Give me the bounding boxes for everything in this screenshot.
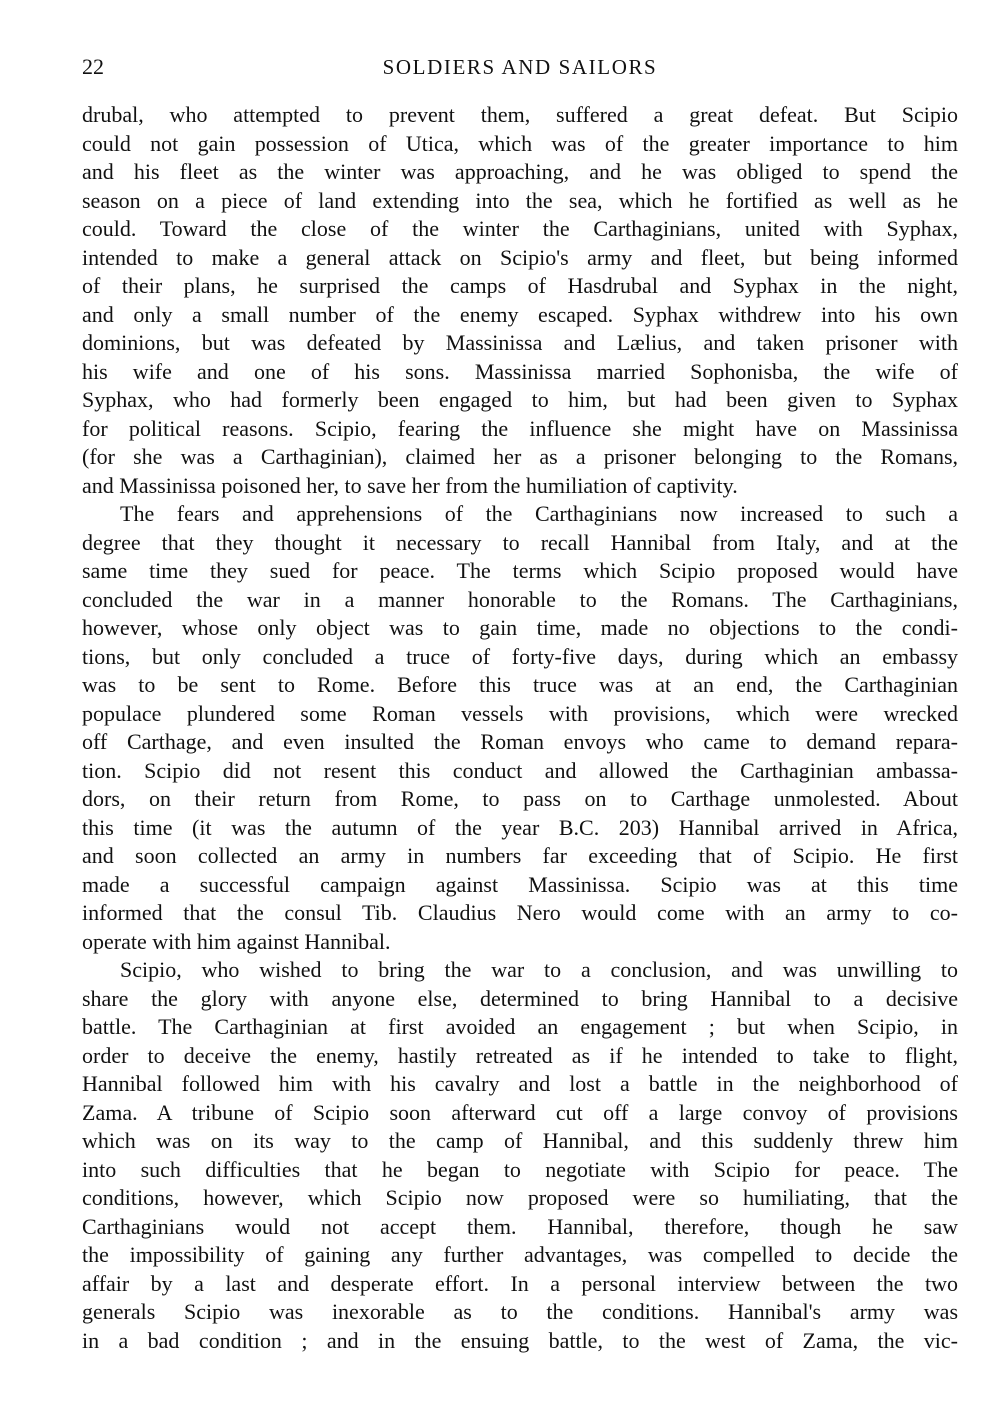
text-line: generals Scipio was inexorable as to the conditions. Hannibal's army was: [82, 1299, 958, 1324]
text-line: degree that they thought it necessary to recall Hannibal from Italy, and at the: [82, 529, 958, 555]
text-line: drubal, who attempted to prevent them, suffered a great defeat. But Scipio: [82, 102, 958, 127]
text-line: order to deceive the enemy, hastily retreated as if he intended to take to flight,: [82, 1042, 958, 1068]
text-line: same time they sued for peace. The terms which Scipio proposed would have: [82, 558, 958, 583]
text-line: share the glory with anyone else, determined to bring Hannibal to a decisive: [82, 985, 958, 1011]
text-line: (for she was a Carthaginian), claimed her as a prisoner belonging to the Romans,: [82, 444, 958, 469]
text-line: and soon collected an army in numbers far exceeding that of Scipio. He first: [82, 843, 958, 868]
paragraph-3: [82, 956, 958, 1355]
text-line: Zama. A tribune of Scipio soon afterward cut off a large convoy of provisions: [82, 1099, 958, 1125]
body-text: [82, 101, 958, 1355]
text-line: dominions, but was defeated by Massinissa and Lælius, and taken prisoner with: [82, 330, 958, 355]
text-line: into such difficulties that he began to negotiate with Scipio for peace. The: [82, 1156, 958, 1182]
text-line: was to be sent to Rome. Before this truce was at an end, the Carthaginian: [82, 672, 958, 697]
text-line: affair by a last and desperate effort. In a personal interview between the two: [82, 1270, 958, 1296]
text-line: tions, but only concluded a truce of forty-five days, during which an embassy: [82, 643, 958, 669]
text-line: Carthaginians would not accept them. Hannibal, therefore, though he saw: [82, 1213, 958, 1239]
text-line: tion. Scipio did not resent this conduct and allowed the Carthaginian ambassa-: [82, 757, 958, 783]
text-line: battle. The Carthaginian at first avoided an engagement ; but when Scipio, in: [82, 1014, 958, 1039]
paragraph-2: [82, 500, 958, 956]
text-line: intended to make a general attack on Scipio's army and fleet, but being informed: [82, 244, 958, 270]
running-title: SOLDIERS AND SAILORS: [382, 55, 658, 79]
text-line: the impossibility of gaining any further advantages, was compelled to decide the: [82, 1242, 958, 1267]
text-line: made a successful campaign against Massinissa. Scipio was at this time: [82, 871, 958, 897]
running-head: [82, 52, 958, 86]
text-line: for political reasons. Scipio, fearing the influence she might have on Massinissa: [82, 415, 958, 441]
text-line: Syphax, who had formerly been engaged to him, but had been given to Syphax: [82, 387, 958, 412]
text-line: dors, on their return from Rome, to pass on to Carthage unmolested. About: [82, 786, 958, 811]
text-line: which was on its way to the camp of Hannibal, and this suddenly threw him: [82, 1128, 958, 1153]
text-line: Scipio, who wished to bring the war to a conclusion, and was unwilling to: [120, 957, 958, 982]
text-line: and Massinissa poisoned her, to save her from the humiliation of captivity.: [82, 472, 738, 498]
text-line: this time (it was the autumn of the year B.C. 203) Hannibal arrived in Africa,: [82, 814, 958, 840]
text-line: his wife and one of his sons. Massinissa married Sophonisba, the wife of: [82, 358, 958, 384]
text-line: informed that the consul Tib. Claudius Nero would come with an army to co-: [82, 900, 958, 925]
text-line: populace plundered some Roman vessels with provisions, which were wrecked: [82, 700, 958, 726]
text-line: operate with him against Hannibal.: [82, 928, 391, 954]
text-line: and his fleet as the winter was approaching, and he was obliged to spend the: [82, 159, 958, 184]
text-line: off Carthage, and even insulted the Roman envoys who came to demand repara-: [82, 729, 958, 754]
text-line: in a bad condition ; and in the ensuing battle, to the west of Zama, the vic-: [82, 1327, 958, 1353]
paragraph-1: [82, 101, 958, 500]
text-line: of their plans, he surprised the camps of Hasdrubal and Syphax in the night,: [82, 273, 958, 298]
text-line: concluded the war in a manner honorable to the Romans. The Carthaginians,: [82, 586, 958, 612]
text-line: Hannibal followed him with his cavalry and lost a battle in the neighborhood of: [82, 1071, 958, 1096]
page-number: 22: [82, 54, 104, 79]
text-line: however, whose only object was to gain time, made no objections to the condi-: [82, 615, 958, 640]
text-line: could not gain possession of Utica, which was of the greater importance to him: [82, 130, 958, 156]
text-line: and only a small number of the enemy escaped. Syphax withdrew into his own: [82, 301, 958, 327]
text-line: The fears and apprehensions of the Carthaginians now increased to such a: [120, 501, 958, 526]
text-line: conditions, however, which Scipio now proposed were so humiliating, that the: [82, 1185, 958, 1210]
text-line: season on a piece of land extending into the sea, which he fortified as well as he: [82, 187, 958, 213]
text-line: could. Toward the close of the winter the Carthaginians, united with Syphax,: [82, 216, 958, 241]
